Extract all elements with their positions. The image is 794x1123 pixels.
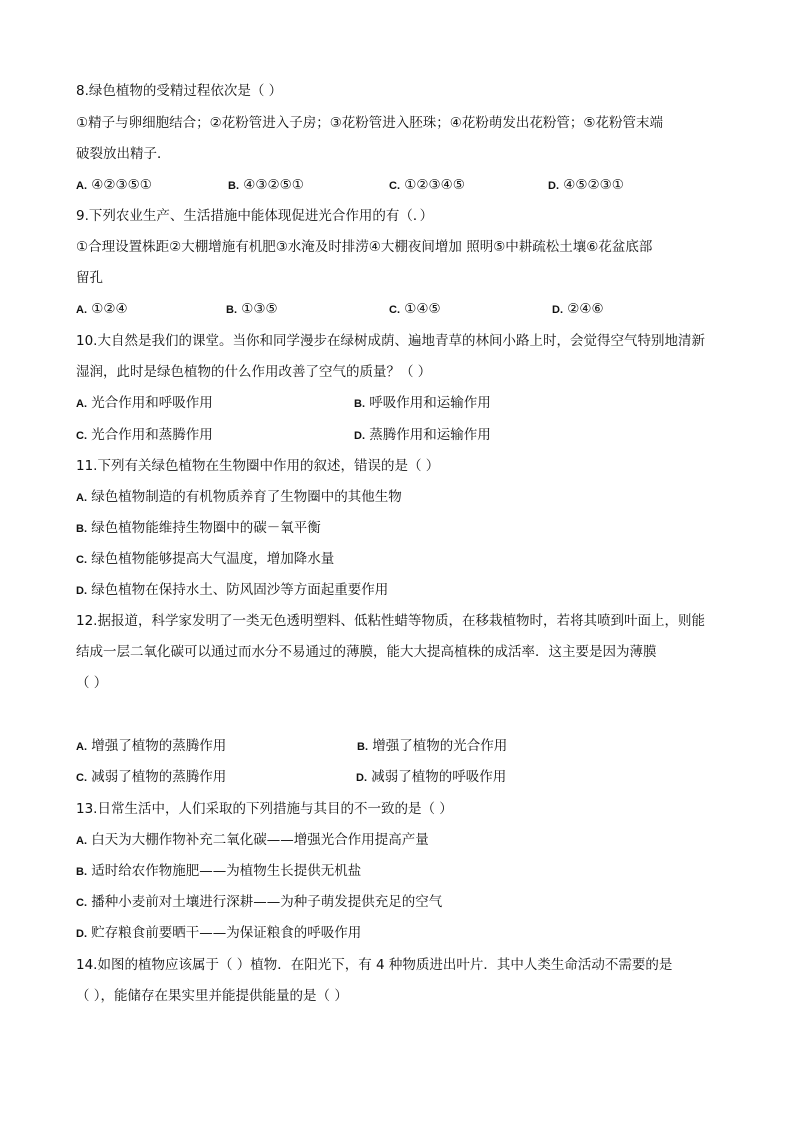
q12-option-d: D. 减弱了植物的呼吸作用: [356, 769, 507, 785]
q10-option-c: C. 光合作用和蒸腾作用: [76, 427, 213, 443]
q10-option-d: D. 蒸腾作用和运输作用: [354, 427, 491, 443]
q12-stem-line1: 12.据报道，科学家发明了一类无色透明塑料、低粘性蜡等物质，在移栽植物时，若将其喷到叶面上，则能: [76, 613, 705, 629]
q9-stem: 9.下列农业生产、生活措施中能体现促进光合作用的有（．）: [76, 208, 434, 224]
q10-stem-line2: 湿润，此时是绿色植物的什么作用改善了空气的质量？（ ）: [76, 364, 432, 380]
q14-stem-line1: 14.如图的植物应该属于（ ）植物．在阳光下，有 4 种物质进出叶片．其中人类生命活动不需要的是: [76, 957, 673, 973]
q8-option-d: D. ④⑤②③①: [548, 177, 624, 193]
q8-option-c: C. ①②③④⑤: [389, 177, 465, 193]
q8-items-line1: ①精子与卵细胞结合；②花粉管进入子房；③花粉管进入胚珠；④花粉萌发出花粉管；⑤花粉管末端: [76, 115, 664, 131]
q12-option-c: C. 减弱了植物的蒸腾作用: [76, 769, 227, 785]
q10-option-b: B. 呼吸作用和运输作用: [354, 395, 491, 411]
q12-option-a: A. 增强了植物的蒸腾作用: [76, 738, 227, 754]
q8-items-line2: 破裂放出精子．: [76, 146, 171, 162]
q11-stem: 11.下列有关绿色植物在生物圈中作用的叙述，错误的是（ ）: [76, 458, 440, 474]
q9-option-d: D. ②④⑥: [552, 301, 604, 317]
q14-stem-line2: （ ），能储存在果实里并能提供能量的是（ ）: [76, 988, 348, 1004]
q9-items-line2: 留孔: [76, 270, 103, 286]
q8-stem: 8.绿色植物的受精过程依次是（ ）: [76, 83, 283, 99]
q9-option-a: A. ①②④: [76, 301, 128, 317]
q11-option-d: D. 绿色植物在保持水土、防风固沙等方面起重要作用: [76, 582, 389, 598]
q10-option-a: A. 光合作用和呼吸作用: [76, 395, 213, 411]
q12-stem-line3: （ ）: [76, 675, 108, 691]
q13-option-d: D. 贮存粮食前要晒干——为保证粮食的呼吸作用: [76, 925, 362, 941]
q12-stem-line2: 结成一层二氧化碳可以通过而水分不易通过的薄膜，能大大提高植株的成活率．这主要是因为薄膜: [76, 644, 657, 660]
q11-option-b: B. 绿色植物能维持生物圈中的碳－氧平衡: [76, 520, 321, 536]
q8-option-b: B. ④③②⑤①: [228, 177, 304, 193]
q9-option-c: C. ①④⑤: [389, 301, 441, 317]
q9-option-b: B. ①③⑤: [226, 301, 278, 317]
q8-option-a: A. ④②③⑤①: [76, 177, 152, 193]
q11-option-a: A. 绿色植物制造的有机物质养育了生物圈中的其他生物: [76, 489, 402, 505]
q12-option-b: B. 增强了植物的光合作用: [357, 738, 508, 754]
q13-option-a: A. 白天为大棚作物补充二氧化碳——增强光合作用提高产量: [76, 832, 429, 848]
q13-stem: 13.日常生活中，人们采取的下列措施与其目的不一致的是（ ）: [76, 801, 453, 817]
q9-items-line1: ①合理设置株距②大棚增施有机肥③水淹及时排涝④大棚夜间增加 照明⑤中耕疏松土壤⑥花盆底部: [76, 239, 653, 255]
q11-option-c: C. 绿色植物能够提高大气温度，增加降水量: [76, 551, 335, 567]
q13-option-c: C. 播种小麦前对土壤进行深耕——为种子萌发提供充足的空气: [76, 894, 443, 910]
q10-stem-line1: 10.大自然是我们的课堂。当你和同学漫步在绿树成荫、遍地青草的林间小路上时，会觉得空气特别地清新: [76, 333, 705, 349]
q13-option-b: B. 适时给农作物施肥——为植物生长提供无机盐: [76, 863, 362, 879]
